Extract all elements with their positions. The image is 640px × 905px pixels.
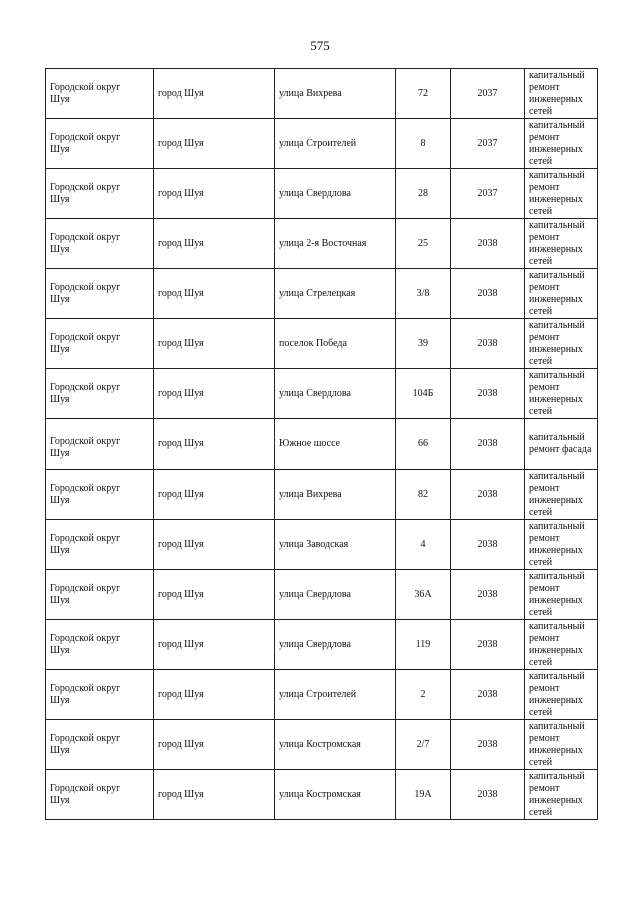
- work-type-cell: капитальный ремонт инженерных сетей: [525, 169, 598, 219]
- district-cell: Городской округ Шуя: [46, 169, 154, 219]
- work-type-cell: капитальный ремонт инженерных сетей: [525, 219, 598, 269]
- district-cell: Городской округ Шуя: [46, 219, 154, 269]
- house-number-cell: 72: [396, 69, 451, 119]
- street-cell: улица Строителей: [275, 119, 396, 169]
- house-number-cell: 104Б: [396, 369, 451, 419]
- city-cell: город Шуя: [154, 770, 275, 820]
- city-cell: город Шуя: [154, 119, 275, 169]
- street-cell: улица Свердлова: [275, 620, 396, 670]
- work-type-cell: капитальный ремонт инженерных сетей: [525, 319, 598, 369]
- street-cell: улица Свердлова: [275, 169, 396, 219]
- house-number-cell: 36А: [396, 570, 451, 620]
- street-cell: улица Стрелецкая: [275, 269, 396, 319]
- work-type-cell: капитальный ремонт инженерных сетей: [525, 69, 598, 119]
- house-number-cell: 2/7: [396, 720, 451, 770]
- street-cell: улица Строителей: [275, 670, 396, 720]
- city-cell: город Шуя: [154, 670, 275, 720]
- year-cell: 2038: [451, 520, 525, 570]
- house-number-cell: 28: [396, 169, 451, 219]
- city-cell: город Шуя: [154, 219, 275, 269]
- city-cell: город Шуя: [154, 720, 275, 770]
- table-row: [46, 119, 598, 169]
- city-cell: город Шуя: [154, 470, 275, 520]
- street-cell: улица Свердлова: [275, 570, 396, 620]
- district-cell: Городской округ Шуя: [46, 470, 154, 520]
- house-number-cell: 19А: [396, 770, 451, 820]
- work-type-cell: капитальный ремонт инженерных сетей: [525, 520, 598, 570]
- year-cell: 2038: [451, 670, 525, 720]
- work-type-cell: капитальный ремонт инженерных сетей: [525, 470, 598, 520]
- table-row: [46, 319, 598, 369]
- district-cell: Городской округ Шуя: [46, 369, 154, 419]
- work-type-cell: капитальный ремонт инженерных сетей: [525, 770, 598, 820]
- year-cell: 2038: [451, 620, 525, 670]
- street-cell: улица Вихрева: [275, 470, 396, 520]
- district-cell: Городской округ Шуя: [46, 269, 154, 319]
- city-cell: город Шуя: [154, 69, 275, 119]
- city-cell: город Шуя: [154, 419, 275, 470]
- city-cell: город Шуя: [154, 169, 275, 219]
- table-row: [46, 219, 598, 269]
- year-cell: 2038: [451, 269, 525, 319]
- street-cell: улица Свердлова: [275, 369, 396, 419]
- street-cell: улица 2-я Восточная: [275, 219, 396, 269]
- house-number-cell: 8: [396, 119, 451, 169]
- house-number-cell: 4: [396, 520, 451, 570]
- city-cell: город Шуя: [154, 620, 275, 670]
- house-number-cell: 25: [396, 219, 451, 269]
- table-row: [46, 369, 598, 419]
- table-row: [46, 69, 598, 119]
- house-number-cell: 3/8: [396, 269, 451, 319]
- year-cell: 2037: [451, 119, 525, 169]
- district-cell: Городской округ Шуя: [46, 520, 154, 570]
- district-cell: Городской округ Шуя: [46, 670, 154, 720]
- district-cell: Городской округ Шуя: [46, 69, 154, 119]
- year-cell: 2038: [451, 470, 525, 520]
- work-type-cell: капитальный ремонт инженерных сетей: [525, 269, 598, 319]
- district-cell: Городской округ Шуя: [46, 620, 154, 670]
- district-cell: Городской округ Шуя: [46, 119, 154, 169]
- city-cell: город Шуя: [154, 520, 275, 570]
- street-cell: улица Костромская: [275, 770, 396, 820]
- house-number-cell: 39: [396, 319, 451, 369]
- table-body: [46, 69, 598, 820]
- table-row: [46, 670, 598, 720]
- table-row: [46, 470, 598, 520]
- street-cell: Южное шоссе: [275, 419, 396, 470]
- year-cell: 2037: [451, 69, 525, 119]
- table-row: [46, 419, 598, 470]
- district-cell: Городской округ Шуя: [46, 419, 154, 470]
- work-type-cell: капитальный ремонт инженерных сетей: [525, 570, 598, 620]
- table-row: [46, 520, 598, 570]
- table-row: [46, 169, 598, 219]
- street-cell: улица Вихрева: [275, 69, 396, 119]
- work-type-cell: капитальный ремонт фасада: [525, 419, 598, 470]
- year-cell: 2038: [451, 570, 525, 620]
- district-cell: Городской округ Шуя: [46, 570, 154, 620]
- page-number: 575: [310, 38, 330, 53]
- year-cell: 2038: [451, 219, 525, 269]
- district-cell: Городской округ Шуя: [46, 770, 154, 820]
- year-cell: 2038: [451, 369, 525, 419]
- table-row: [46, 570, 598, 620]
- year-cell: 2037: [451, 169, 525, 219]
- table-row: [46, 770, 598, 820]
- street-cell: улица Заводская: [275, 520, 396, 570]
- city-cell: город Шуя: [154, 319, 275, 369]
- year-cell: 2038: [451, 720, 525, 770]
- work-type-cell: капитальный ремонт инженерных сетей: [525, 620, 598, 670]
- district-cell: Городской округ Шуя: [46, 319, 154, 369]
- city-cell: город Шуя: [154, 570, 275, 620]
- year-cell: 2038: [451, 770, 525, 820]
- work-type-cell: капитальный ремонт инженерных сетей: [525, 119, 598, 169]
- house-number-cell: 119: [396, 620, 451, 670]
- work-type-cell: капитальный ремонт инженерных сетей: [525, 670, 598, 720]
- year-cell: 2038: [451, 419, 525, 470]
- house-number-cell: 66: [396, 419, 451, 470]
- city-cell: город Шуя: [154, 369, 275, 419]
- street-cell: улица Костромская: [275, 720, 396, 770]
- repair-schedule-table: [45, 68, 598, 820]
- work-type-cell: капитальный ремонт инженерных сетей: [525, 369, 598, 419]
- city-cell: город Шуя: [154, 269, 275, 319]
- house-number-cell: 82: [396, 470, 451, 520]
- table-row: [46, 720, 598, 770]
- year-cell: 2038: [451, 319, 525, 369]
- street-cell: поселок Победа: [275, 319, 396, 369]
- district-cell: Городской округ Шуя: [46, 720, 154, 770]
- table-row: [46, 620, 598, 670]
- work-type-cell: капитальный ремонт инженерных сетей: [525, 720, 598, 770]
- table-row: [46, 269, 598, 319]
- house-number-cell: 2: [396, 670, 451, 720]
